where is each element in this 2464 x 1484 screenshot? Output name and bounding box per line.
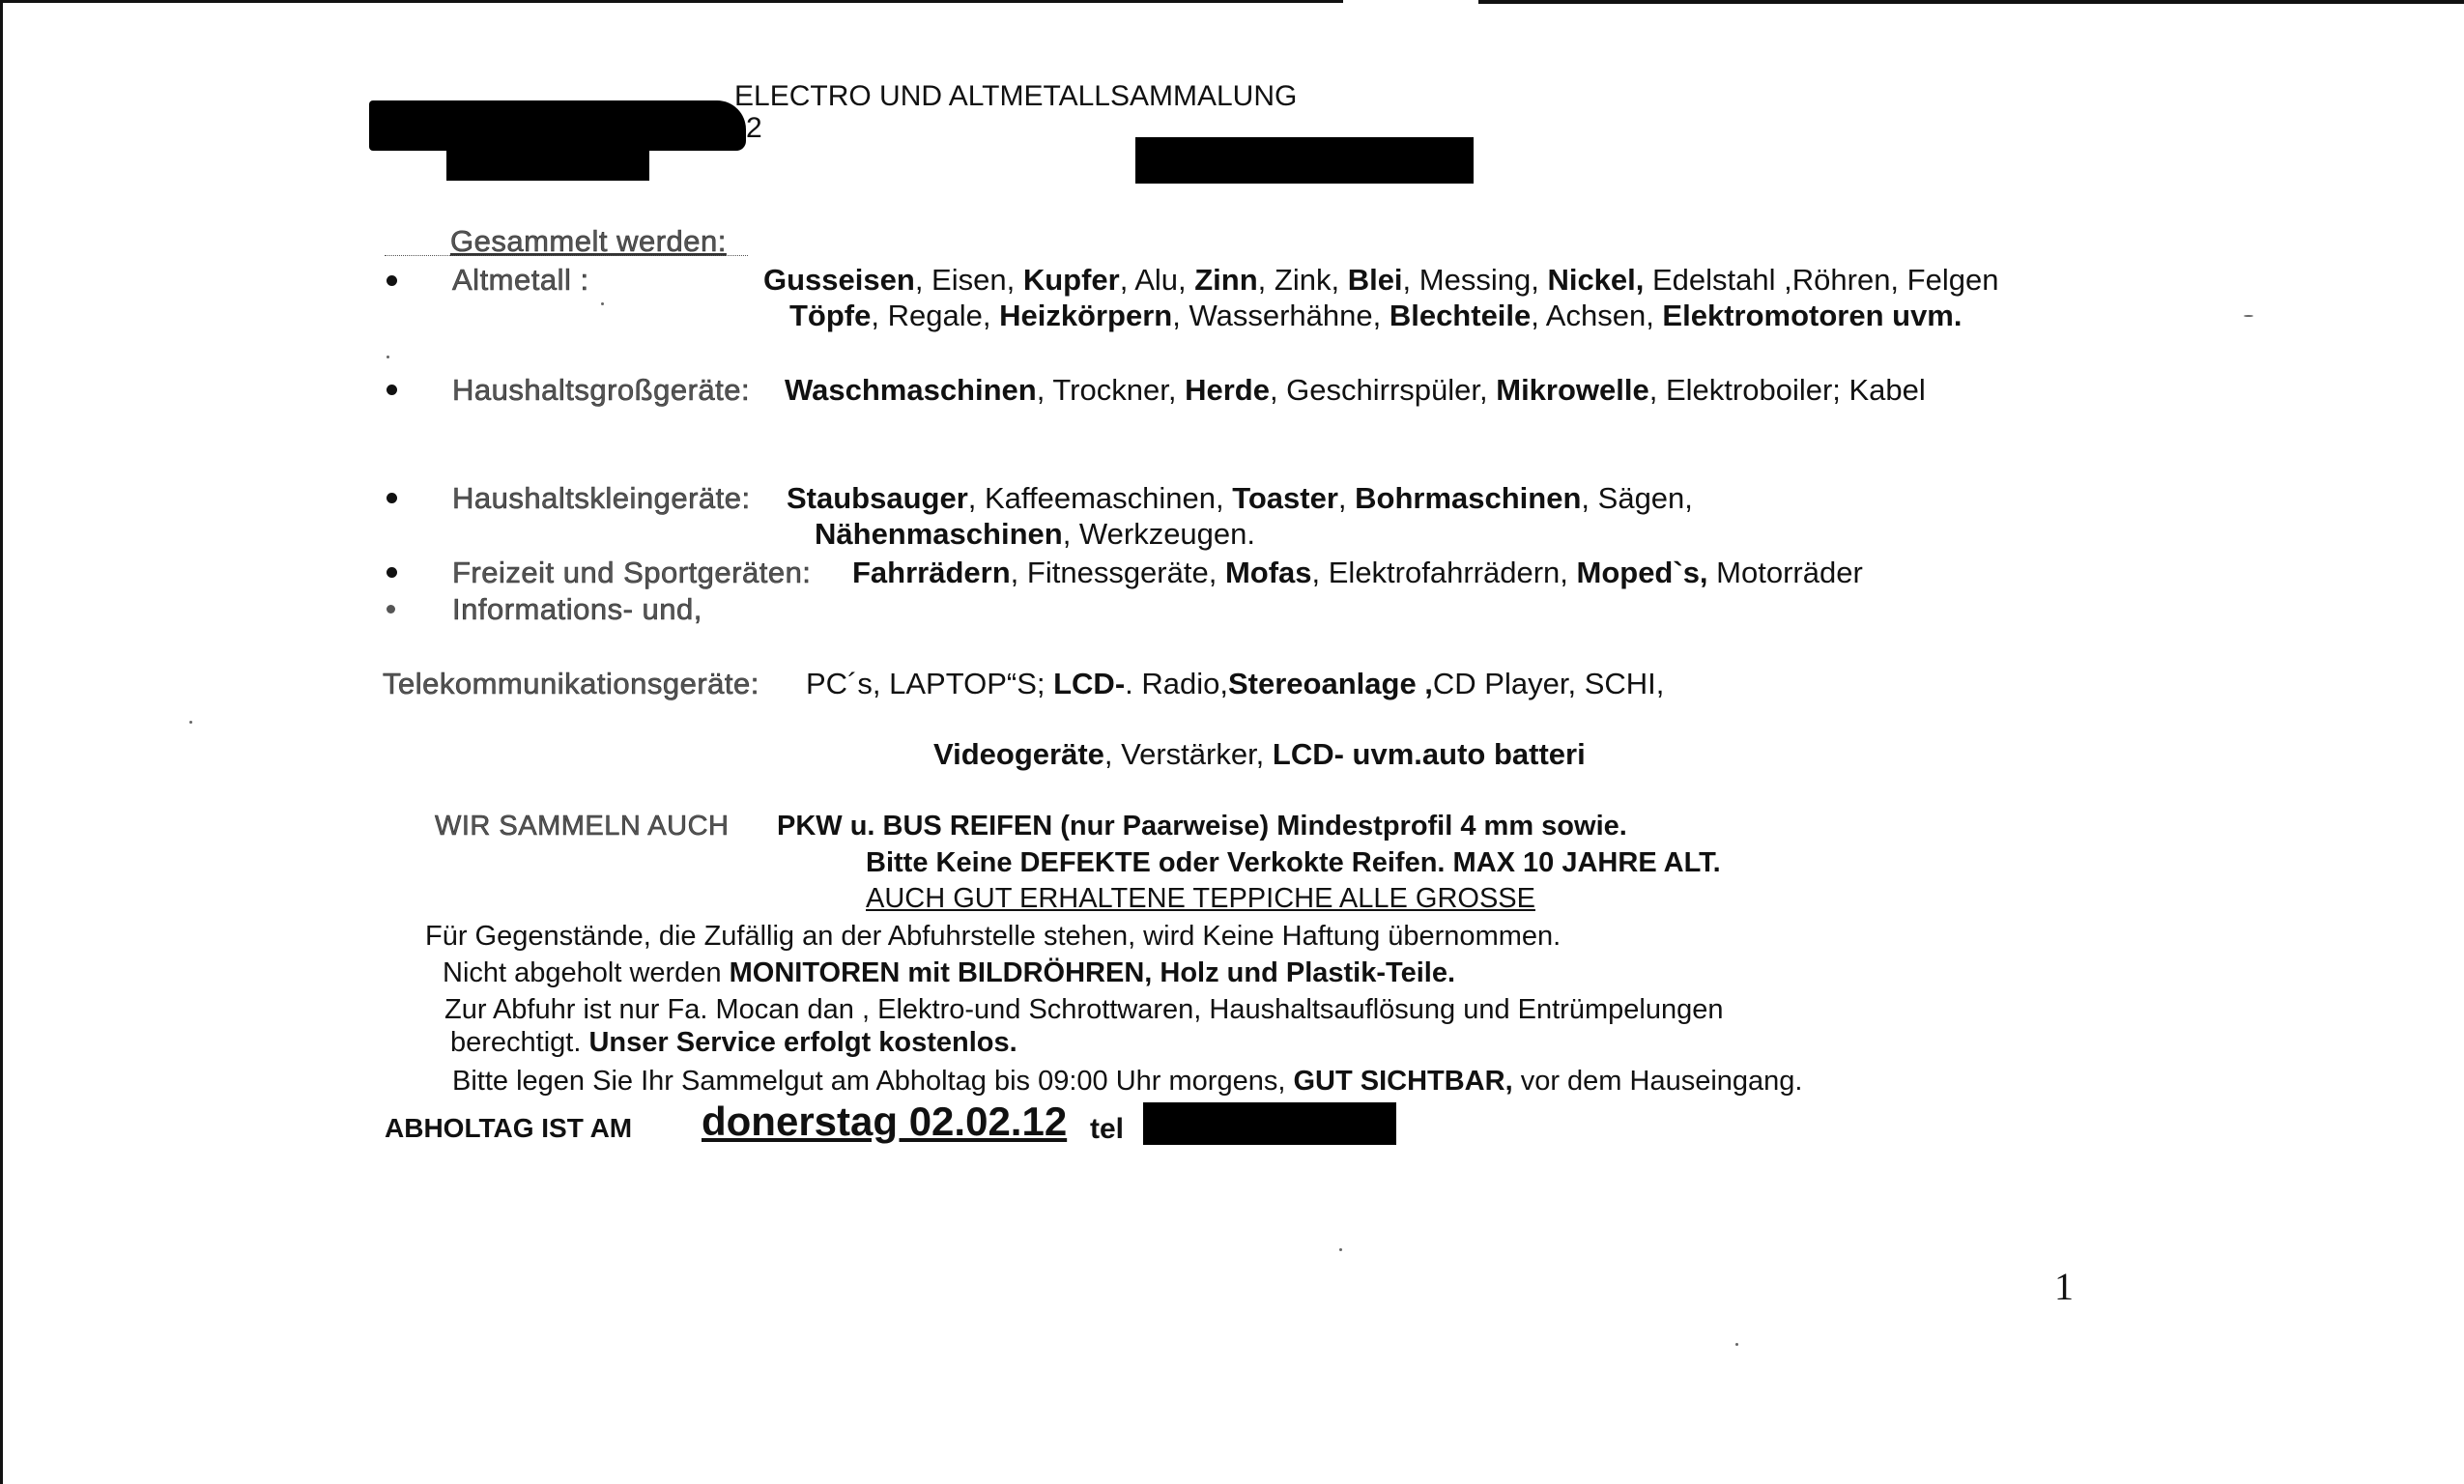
bullet [387, 605, 395, 614]
bold-item: Waschmaschinen [785, 373, 1037, 407]
bold-item: Fahrrädern [852, 556, 1011, 589]
bold-item: Stereoanlage , [1228, 667, 1433, 700]
redaction-block-phone [1135, 137, 1474, 184]
scan-speck [601, 302, 604, 305]
text-segment: , Elektrofahrrädern, [1311, 556, 1577, 589]
note-berechtigt-bold: Unser Service erfolgt kostenlos. [588, 1027, 1017, 1058]
bold-item: LCD- uvm.auto batteri [1272, 737, 1586, 771]
bold-item: Mikrowelle [1496, 373, 1649, 407]
note-abfuhr: Zur Abfuhr ist nur Fa. Mocan dan , Elektro-und Schrottwaren, Haushaltsauflösung und Entrümpelungen [444, 994, 1724, 1025]
scan-speck [189, 721, 192, 724]
note-berechtigt-pre: berechtigt. [450, 1027, 589, 1058]
bold-item: Töpfe [789, 299, 872, 332]
scan-edge-top-left [0, 0, 1343, 3]
bold-item: Gusseisen [763, 263, 915, 297]
text-segment: , Achsen, [1531, 299, 1663, 332]
text-segment: , Werkzeugen. [1062, 517, 1256, 551]
bold-item: LCD- [1053, 667, 1126, 700]
bullet [387, 385, 397, 395]
gross-label: Haushaltsgroßgeräte: [452, 373, 751, 407]
bold-item: Toaster [1232, 481, 1338, 515]
header-fragment: 2 [746, 112, 762, 144]
bullet [387, 493, 397, 503]
section-heading: Gesammelt werden: [450, 224, 727, 258]
tele-label: Telekommunikationsgeräte: [383, 667, 759, 700]
text-segment: Motorräder [1707, 556, 1863, 589]
freizeit-label: Freizeit und Sportgeräten: [452, 556, 812, 589]
note-nicht-pre: Nicht abgeholt werden [443, 957, 730, 988]
text-segment: , Messing, [1402, 263, 1548, 297]
abholtag-date: donerstag 02.02.12 [702, 1099, 1068, 1144]
text-segment: PC´s, LAPTOP“S; [806, 667, 1054, 700]
text-segment: , Wasserhähne, [1172, 299, 1390, 332]
document-title: ELECTRO UND ALTMETALLSAMMALUNG [734, 80, 1298, 112]
bold-item: Herde [1185, 373, 1270, 407]
note-bitte [452, 1068, 1802, 1096]
tele-line-2 [933, 739, 1586, 769]
note-haftung: Für Gegenstände, die Zufällig an der Abfuhrstelle stehen, wird Keine Haftung übernommen. [425, 921, 1561, 952]
info-label: Informations- und, [452, 592, 702, 626]
reifen-line-2: Bitte Keine DEFEKTE oder Verkokte Reifen. MAX 10 JAHRE ALT. [866, 847, 1721, 878]
klein-line-1 [787, 483, 1693, 513]
bold-item: Nickel, [1547, 263, 1645, 297]
altmetall-line-2 [789, 300, 1962, 330]
reifen-prefix: WIR SAMMELN AUCH [435, 811, 730, 842]
reifen-line-3: AUCH GUT ERHALTENE TEPPICHE ALLE GROSSE [866, 883, 1535, 914]
text-segment: , Fitnessgeräte, [1010, 556, 1225, 589]
stray-dot [387, 356, 389, 358]
bold-item: Kupfer [1022, 263, 1120, 297]
text-segment: , Kaffeemaschinen, [967, 481, 1233, 515]
bold-item: Moped`s, [1576, 556, 1708, 589]
bold-item: Nähenmaschinen [815, 517, 1063, 551]
abholtag-tel: tel [1090, 1113, 1125, 1145]
heading-rule [385, 255, 748, 257]
bullet [387, 567, 397, 578]
text-segment: , Elektroboiler; Kabel [1648, 373, 1926, 407]
klein-label: Haushaltskleingeräte: [452, 481, 751, 515]
scan-speck [1339, 1248, 1342, 1251]
redaction-block-tel [1143, 1102, 1396, 1145]
abholtag-label: ABHOLTAG IST AM [385, 1113, 633, 1143]
redaction-block-sender-2 [446, 140, 649, 181]
note-bitte-bold: GUT SICHTBAR, [1293, 1066, 1513, 1097]
note-nicht-bold: MONITOREN mit BILDRÖHREN, Holz und Plastik-Teile. [729, 957, 1456, 988]
note-nicht-abgeholt [443, 959, 1455, 987]
altmetall-line-1 [763, 265, 1998, 295]
text-segment: , Alu, [1119, 263, 1195, 297]
text-segment: Edelstahl ,Röhren, Felgen [1644, 263, 1999, 297]
bold-item: Bohrmaschinen [1355, 481, 1582, 515]
altmetall-label: Altmetall : [452, 263, 589, 297]
text-segment: , Sägen, [1581, 481, 1693, 515]
bold-item: Zinn [1194, 263, 1258, 297]
bold-item: Elektromotoren uvm. [1662, 299, 1963, 332]
note-bitte-pre: Bitte legen Sie Ihr Sammelgut am Abholtag bis 09:00 Uhr morgens, [452, 1066, 1294, 1097]
note-berechtigt [450, 1029, 1017, 1057]
scan-speck [1735, 1343, 1738, 1346]
bold-item: Blechteile [1389, 299, 1532, 332]
page-number: 1 [2054, 1265, 2074, 1308]
text-segment: , Regale, [871, 299, 1000, 332]
bold-item: Staubsauger [787, 481, 968, 515]
bold-item: Blei [1347, 263, 1403, 297]
text-segment: , [1337, 481, 1356, 515]
text-segment: , Geschirrspüler, [1269, 373, 1497, 407]
scan-speck [2244, 315, 2253, 317]
scan-edge-left [0, 0, 3, 1484]
text-segment: . Radio, [1125, 667, 1228, 700]
tele-line-1 [806, 669, 1664, 699]
text-segment: CD Player, SCHI, [1432, 667, 1665, 700]
text-segment: , Eisen, [914, 263, 1023, 297]
bullet [387, 275, 397, 286]
note-bitte-post: vor dem Hauseingang. [1512, 1066, 1803, 1097]
bold-item: Mofas [1224, 556, 1312, 589]
klein-line-2 [815, 519, 1255, 549]
gross-line-1 [785, 375, 1926, 405]
scan-edge-top-right [1478, 0, 2464, 4]
text-segment: , Zink, [1257, 263, 1348, 297]
text-segment: , Verstärker, [1103, 737, 1273, 771]
bold-item: Heizkörpern [999, 299, 1173, 332]
bold-item: Videogeräte [933, 737, 1104, 771]
reifen-line-1: PKW u. BUS REIFEN (nur Paarweise) Mindestprofil 4 mm sowie. [777, 811, 1627, 842]
text-segment: , Trockner, [1036, 373, 1186, 407]
freizeit-line-1 [852, 557, 1863, 587]
